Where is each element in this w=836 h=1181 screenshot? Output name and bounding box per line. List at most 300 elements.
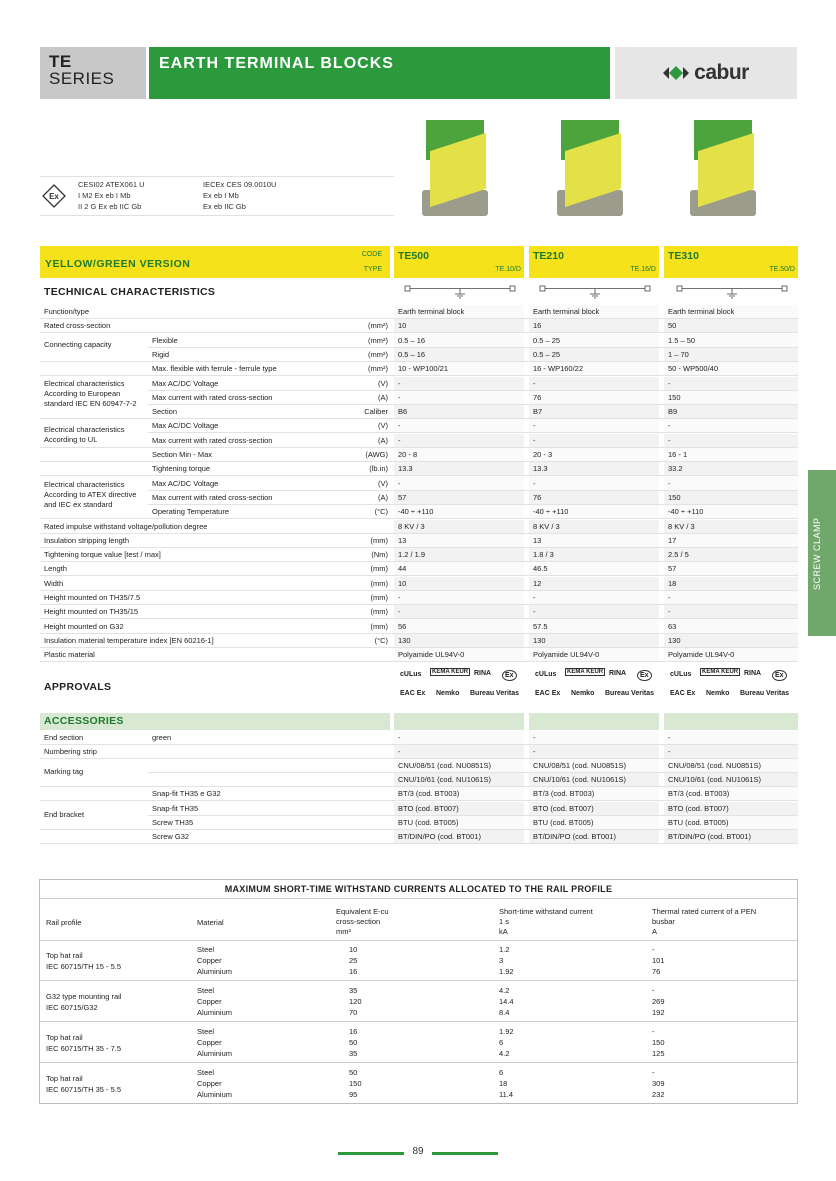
short-time-value: 25 — [349, 956, 358, 965]
accessory-row — [40, 802, 798, 816]
spec-value: 56 — [398, 621, 407, 631]
spec-value: 63 — [668, 621, 677, 631]
accessory-value: BTO (cod. BT007) — [398, 803, 459, 813]
short-time-value: 1.2 — [499, 945, 510, 954]
spec-row — [40, 334, 798, 348]
side-tab[interactable] — [808, 470, 836, 636]
approval-mark-icon: cULus — [670, 671, 692, 678]
spec-value: Earth terminal block — [533, 307, 600, 316]
spec-unit — [340, 520, 388, 534]
spec-value: -40 ÷ +110 — [668, 507, 704, 517]
short-time-value: 1.92 — [499, 1027, 514, 1036]
spec-cell-bg — [664, 434, 798, 448]
spec-cell-bg — [394, 534, 524, 548]
spec-value: 13.3 — [533, 464, 548, 474]
acc-cell-bg — [394, 731, 524, 745]
spec-cell-bg — [529, 605, 659, 619]
accessory-value: - — [668, 733, 671, 742]
rail-profile — [46, 1073, 121, 1095]
version-label: YELLOW/GREEN VERSION — [45, 258, 191, 270]
spec-row — [40, 634, 798, 648]
product-code: TE210 — [533, 250, 564, 262]
product-code: TE500 — [398, 250, 429, 262]
short-time-materials — [197, 944, 232, 977]
spec-sublabel: Section — [152, 407, 178, 417]
accessory-row — [40, 745, 798, 759]
short-time-value: Steel — [197, 986, 215, 995]
spec-row — [40, 577, 798, 591]
spec-label: Rated impulse withstand voltage/pollution degree — [44, 521, 208, 531]
accessory-sublabel: Snap-fit TH35 — [152, 803, 199, 813]
short-time-st — [499, 985, 514, 1018]
spec-cell-bg — [394, 462, 524, 476]
series-code: TE — [49, 52, 72, 71]
short-time-materials — [197, 1026, 232, 1059]
short-time-value: - — [652, 1068, 655, 1077]
spec-cell-bg — [664, 377, 798, 391]
spec-value: 0.5 – 25 — [533, 349, 561, 359]
spec-cell-bg — [394, 562, 524, 576]
accessory-value: BT/3 (cod. BT003) — [533, 789, 595, 799]
spec-cell-bg — [529, 405, 659, 419]
spec-sublabel: Operating Temperature — [152, 507, 229, 517]
spec-cell-bg — [529, 462, 659, 476]
accessory-value: BTU (cod. BT005) — [398, 817, 459, 827]
cabur-logo — [615, 47, 797, 99]
spec-value: - — [398, 421, 401, 431]
page-number — [338, 1146, 498, 1162]
spec-group-label: Electrical characteristics According to ATEX directive and IEC ex standard — [40, 480, 148, 510]
spec-unit: (A) — [378, 492, 388, 502]
spec-cell-bg — [664, 462, 798, 476]
spec-row — [40, 434, 798, 448]
spec-value: Polyamide UL94V-0 — [668, 650, 735, 660]
technical-characteristics-title: TECHNICAL CHARACTERISTICS — [44, 286, 216, 298]
short-time-value: 3 — [499, 956, 504, 965]
approval-mark-icon: Nemko — [436, 690, 460, 697]
approval-mark-icon: KEMA KEUR — [432, 669, 469, 675]
spec-value: 1.2 / 1.9 — [398, 550, 426, 560]
series-badge — [40, 47, 146, 99]
short-time-value: Aluminium — [197, 1008, 233, 1017]
earth-symbol-icon — [539, 283, 651, 299]
short-time-materials — [197, 1067, 232, 1100]
product-header-te310 — [664, 246, 798, 278]
accessories-bar-col — [664, 713, 798, 730]
spec-value: 8 KV / 3 — [533, 521, 560, 531]
short-time-eq — [349, 985, 362, 1018]
spec-value: 13 — [398, 535, 407, 545]
spec-value: - — [533, 593, 536, 602]
approval-mark-icon: Bureau Veritas — [470, 690, 520, 697]
spec-sublabel: Max. flexible with ferrule - ferrule type — [152, 364, 277, 374]
page-title: EARTH TERMINAL BLOCKS — [149, 47, 610, 99]
spec-unit — [340, 648, 388, 662]
short-time-value: Aluminium — [197, 1090, 233, 1099]
accessory-value: BTU (cod. BT005) — [533, 817, 594, 827]
spec-unit: (AWG) — [365, 450, 388, 459]
spec-value: - — [398, 378, 401, 388]
short-time-value: 10 — [349, 945, 358, 954]
acc-cell-bg — [664, 731, 798, 745]
accessory-value: - — [668, 747, 671, 757]
group-divider — [40, 980, 797, 981]
spec-value: B7 — [533, 407, 543, 417]
short-time-value: 16 — [349, 967, 358, 976]
accessory-sublabel: Screw G32 — [152, 831, 190, 841]
spec-value: 16 - 1 — [668, 450, 688, 459]
header-material: Material — [197, 918, 224, 927]
accessory-value: BTO (cod. BT007) — [533, 803, 594, 813]
product-image-te210 — [553, 120, 631, 218]
approval-mark-icon: Ex — [637, 670, 652, 681]
header-line: Short-time withstand current — [499, 907, 593, 916]
short-time-value: Aluminium — [197, 967, 233, 976]
spec-value: 150 — [668, 392, 681, 402]
short-time-value: 35 — [349, 1049, 358, 1058]
spec-row — [40, 405, 798, 419]
accessory-value: BT/DIN/PO (cod. BT001) — [668, 831, 751, 841]
spec-value: - — [533, 435, 536, 445]
spec-cell-bg — [394, 405, 524, 419]
group-divider — [40, 1021, 797, 1022]
short-time-value: Copper — [197, 1079, 222, 1088]
cert-line: Ex eb I Mb — [203, 191, 239, 200]
short-time-value: 150 — [349, 1079, 362, 1088]
header-line: busbar — [652, 917, 675, 926]
spec-unit: (V) — [378, 421, 388, 431]
approval-mark-icon: Nemko — [706, 690, 730, 697]
short-time-value: - — [652, 986, 655, 995]
spec-cell-bg — [394, 377, 524, 391]
spec-row — [40, 377, 798, 391]
spec-group-label: Connecting capacity — [40, 340, 148, 350]
spec-cell-bg — [529, 534, 659, 548]
accessory-value: BTU (cod. BT005) — [668, 817, 729, 827]
approval-mark-icon: RINA — [609, 670, 627, 677]
spec-row — [40, 534, 798, 548]
approval-mark-icon: Nemko — [571, 690, 595, 697]
spec-value: 20 - 3 — [533, 450, 553, 459]
rail-profile-line: IEC 60715/TH 35 - 5.5 — [46, 1085, 122, 1094]
spec-value: 1.5 – 50 — [668, 335, 696, 345]
header-equivalent — [336, 907, 389, 937]
spec-value: 33.2 — [668, 464, 683, 474]
short-time-value: 192 — [652, 1008, 665, 1017]
accessory-sublabel: green — [152, 733, 172, 742]
header-thermal — [652, 907, 756, 937]
spec-unit: (V) — [378, 478, 388, 488]
accessory-value: - — [398, 747, 401, 757]
spec-value: -40 ÷ +110 — [533, 507, 569, 517]
certification-block — [40, 176, 394, 216]
spec-value: 12 — [533, 578, 542, 588]
approval-mark-icon: EAC Ex — [535, 690, 561, 697]
approval-mark-icon: EAC Ex — [400, 690, 426, 697]
spec-sublabel: Section Min - Max — [152, 450, 213, 459]
short-time-value: 95 — [349, 1090, 358, 1099]
spec-row — [40, 305, 798, 319]
rail-profile — [46, 950, 121, 972]
header-line: cross-section — [336, 917, 381, 926]
spec-cell-bg — [529, 434, 659, 448]
spec-unit: (mm²) — [368, 364, 388, 374]
spec-label: Height mounted on G32 — [44, 621, 124, 631]
accessory-row — [40, 773, 798, 787]
accessory-label: End section — [44, 733, 84, 742]
short-time-value: 6 — [499, 1068, 504, 1077]
spec-row — [40, 348, 798, 362]
accessory-group-label: Marking tag — [40, 767, 148, 777]
spec-value: 57.5 — [533, 621, 548, 631]
product-image-te310 — [686, 120, 764, 218]
spec-unit: (V) — [378, 378, 388, 388]
spec-sublabel: Flexible — [152, 335, 178, 345]
spec-cell-bg — [394, 434, 524, 448]
accessory-value: CNU/10/61 (cod. NU1061S) — [668, 775, 761, 785]
short-time-th — [652, 1067, 665, 1100]
spec-value: - — [533, 478, 536, 488]
spec-cell-bg — [664, 419, 798, 433]
spec-cell-bg — [664, 591, 798, 605]
spec-row — [40, 520, 798, 534]
accessory-row — [40, 787, 798, 801]
short-time-value: 11.4 — [499, 1090, 514, 1099]
spec-cell-bg — [529, 491, 659, 505]
short-time-value: 35 — [349, 986, 358, 995]
spec-row — [40, 477, 798, 491]
spec-value: 10 - WP100/21 — [398, 364, 449, 374]
spec-cell-bg — [394, 577, 524, 591]
header-line: 1 s — [499, 917, 510, 926]
accessory-value: BT/DIN/PO (cod. BT001) — [398, 831, 481, 841]
spec-cell-bg — [529, 391, 659, 405]
approval-mark-icon: cULus — [535, 671, 557, 678]
approval-marks-group — [533, 668, 663, 708]
spec-value: 8 KV / 3 — [398, 521, 425, 531]
header-short-time — [499, 907, 593, 937]
logo-wordmark: cabur — [694, 61, 749, 84]
short-time-value: 16 — [349, 1027, 358, 1036]
accessory-sublabel: Screw TH35 — [152, 817, 194, 827]
spec-cell-bg — [394, 591, 524, 605]
spec-value: 130 — [398, 635, 411, 645]
spec-value: 50 - WP500/40 — [668, 364, 719, 374]
spec-cell-bg — [664, 477, 798, 491]
spec-value: 1.8 / 3 — [533, 550, 554, 560]
spec-label: Insulation stripping length — [44, 535, 130, 545]
spec-cell-bg — [394, 319, 524, 333]
spec-cell-bg — [394, 491, 524, 505]
product-header-te210 — [529, 246, 659, 278]
spec-value: - — [668, 607, 671, 617]
spec-value: 57 — [398, 492, 407, 502]
short-time-value: 269 — [652, 997, 665, 1006]
spec-label: Function/type — [44, 307, 90, 316]
approval-mark-icon: KEMA KEUR — [702, 669, 739, 675]
approval-mark-icon: RINA — [474, 670, 492, 677]
product-type: TE.50/D — [769, 266, 795, 273]
spec-unit: (mm²) — [368, 335, 388, 345]
spec-cell-bg — [529, 419, 659, 433]
spec-value: - — [668, 478, 671, 488]
spec-unit: (°C) — [374, 635, 388, 645]
spec-cell-bg — [664, 562, 798, 576]
spec-unit: (A) — [378, 435, 388, 445]
short-time-value: 76 — [652, 967, 661, 976]
spec-cell-bg — [394, 634, 524, 648]
product-header-te500 — [394, 246, 524, 278]
spec-value: -40 ÷ +110 — [398, 507, 434, 517]
page-number-text: 89 — [412, 1146, 424, 1157]
short-time-value: - — [652, 1027, 655, 1036]
spec-row — [40, 620, 798, 634]
spec-cell-bg — [529, 377, 659, 391]
spec-cell-bg — [529, 319, 659, 333]
spec-unit: (A) — [378, 392, 388, 402]
short-time-value: 18 — [499, 1079, 508, 1088]
spec-value: - — [398, 593, 401, 602]
spec-cell-bg — [664, 534, 798, 548]
short-time-value: 6 — [499, 1038, 504, 1047]
spec-value: 50 — [668, 321, 677, 331]
spec-label: Height mounted on TH35/7.5 — [44, 593, 141, 602]
short-time-value: 14.4 — [499, 997, 514, 1006]
spec-value: - — [668, 593, 671, 602]
spec-group-label: Electrical characteristics According to European standard IEC EN 60947-7-2 — [40, 379, 148, 409]
spec-value: 10 — [398, 578, 407, 588]
cert-iecex — [203, 179, 276, 212]
spec-value: 2.5 / 5 — [668, 550, 689, 560]
rail-profile-line: Top hat rail — [46, 1074, 83, 1083]
spec-unit: (mm) — [370, 607, 388, 617]
short-time-value: 125 — [652, 1049, 665, 1058]
spec-unit: (mm²) — [368, 321, 388, 331]
short-time-value: 8.4 — [499, 1008, 510, 1017]
product-image-te500 — [418, 120, 496, 218]
spec-value: 10 — [398, 321, 407, 331]
acc-cell-bg — [529, 731, 659, 745]
cabur-logo-icon — [663, 61, 689, 85]
type-label: TYPE — [363, 266, 382, 273]
short-time-value: Steel — [197, 945, 215, 954]
spec-row — [40, 505, 798, 519]
cert-line: II 2 G Ex eb IIC Gb — [78, 202, 142, 211]
cert-line: I M2 Ex eb I Mb — [78, 191, 131, 200]
spec-row — [40, 648, 798, 662]
spec-value: - — [533, 607, 536, 617]
spec-value: 44 — [398, 564, 407, 574]
spec-value: B9 — [668, 407, 678, 417]
spec-label: Length — [44, 564, 67, 574]
spec-cell-bg — [394, 477, 524, 491]
spec-unit: (°C) — [374, 507, 388, 517]
spec-cell-bg — [664, 319, 798, 333]
earth-symbol-icon — [676, 283, 788, 299]
short-time-value: - — [652, 945, 655, 954]
spec-label: Height mounted on TH35/15 — [44, 607, 139, 617]
svg-text:Ex: Ex — [49, 192, 59, 201]
spec-cell-bg — [529, 477, 659, 491]
rail-profile-line: G32 type mounting rail — [46, 992, 122, 1001]
accessory-value: CNU/10/61 (cod. NU1061S) — [398, 775, 491, 785]
header-rail-profile: Rail profile — [46, 918, 82, 927]
short-time-value: 4.2 — [499, 986, 510, 995]
approval-mark-icon: KEMA KEUR — [567, 669, 604, 675]
spec-sublabel: Max AC/DC Voltage — [152, 478, 219, 488]
short-time-value: 4.2 — [499, 1049, 510, 1058]
short-time-value: Aluminium — [197, 1049, 233, 1058]
spec-value: Polyamide UL94V-0 — [533, 650, 600, 660]
spec-row — [40, 562, 798, 576]
spec-unit: (mm²) — [368, 349, 388, 359]
short-time-eq — [349, 1026, 357, 1059]
rail-profile-line: Top hat rail — [46, 951, 83, 960]
short-time-table — [39, 879, 798, 1104]
spec-cell-bg — [529, 577, 659, 591]
cert-line: IECEx CES 09.0010U — [203, 180, 277, 189]
spec-row — [40, 548, 798, 562]
spec-value: 13.3 — [398, 464, 413, 474]
accessory-sublabel: Snap-fit TH35 e G32 — [152, 789, 221, 799]
spec-cell-bg — [394, 620, 524, 634]
spec-sublabel: Max current with rated cross-section — [152, 392, 273, 402]
spec-row — [40, 391, 798, 405]
short-time-value: Copper — [197, 1038, 222, 1047]
spec-value: Earth terminal block — [668, 307, 735, 316]
spec-row — [40, 362, 798, 376]
spec-unit: (lb.in) — [369, 464, 388, 474]
rail-profile-line: IEC 60715/G32 — [46, 1003, 98, 1012]
spec-unit: (mm) — [370, 578, 388, 588]
spec-row — [40, 491, 798, 505]
rail-profile — [46, 1032, 121, 1054]
code-label: CODE — [361, 251, 382, 258]
accessory-value: BT/DIN/PO (cod. BT001) — [533, 831, 616, 841]
approval-mark-icon: Ex — [502, 670, 517, 681]
spec-label: Width — [44, 578, 64, 588]
short-time-value: 120 — [349, 997, 362, 1006]
approval-mark-icon: EAC Ex — [670, 690, 696, 697]
spec-value: 150 — [668, 492, 681, 502]
accessory-value: BTO (cod. BT007) — [668, 803, 729, 813]
accessory-value: CNU/08/51 (cod. NU0851S) — [533, 761, 626, 771]
short-time-st — [499, 1067, 513, 1100]
header-line: kA — [499, 927, 508, 936]
spec-cell-bg — [664, 405, 798, 419]
approval-mark-icon: Ex — [772, 670, 787, 681]
rail-profile-line: IEC 60715/TH 15 - 5.5 — [46, 962, 122, 971]
short-time-value: 50 — [349, 1038, 358, 1047]
short-time-value: 70 — [349, 1008, 358, 1017]
short-time-value: Copper — [197, 997, 222, 1006]
spec-value: 46.5 — [533, 564, 548, 574]
short-time-eq — [349, 944, 357, 977]
approval-marks-group — [398, 668, 528, 708]
spec-value: 130 — [668, 635, 681, 645]
product-code: TE310 — [668, 250, 699, 262]
spec-sublabel: Max current with rated cross-section — [152, 435, 273, 445]
accessory-value: BT/3 (cod. BT003) — [668, 789, 730, 799]
short-time-value: 1.92 — [499, 967, 514, 976]
spec-unit: (mm) — [370, 564, 388, 574]
acc-cell-bg — [529, 745, 659, 759]
cert-line: Ex eb IIC Gb — [203, 202, 246, 211]
approval-marks-group — [668, 668, 798, 708]
spec-value: - — [668, 421, 671, 431]
rail-profile-line: IEC 60715/TH 35 - 7.5 — [46, 1044, 122, 1053]
spec-label: Insulation material temperature index [EN 60216-1] — [44, 635, 214, 645]
